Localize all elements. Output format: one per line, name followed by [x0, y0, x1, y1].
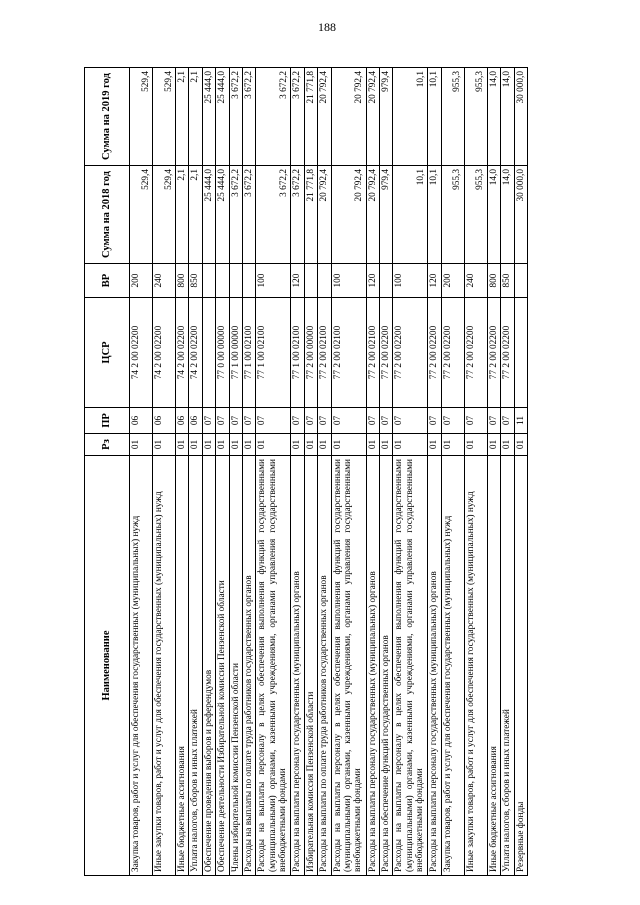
- cell-sum-2019: 14,0: [487, 68, 500, 166]
- cell-sum-2018: 3 672,2: [229, 166, 242, 264]
- cell-rz: 01: [501, 434, 514, 456]
- cell-csr: [202, 298, 215, 408]
- cell-rz: 01: [176, 434, 189, 456]
- cell-rz: 01: [216, 434, 229, 456]
- cell-sum-2018: 20 792,4: [318, 166, 331, 264]
- cell-name: Закупка товаров, работ и услуг для обеспечения государственных (муниципальных) нужд: [130, 456, 153, 876]
- table-row: [291, 68, 304, 876]
- cell-pr: 07: [501, 408, 514, 434]
- cell-sum-2018: 979,4: [380, 166, 393, 264]
- cell-name: Уплата налогов, сборов и иных платежей: [189, 456, 202, 876]
- cell-csr: 77 2 00 02100: [318, 298, 331, 408]
- cell-sum-2019: 20 792,4: [318, 68, 331, 166]
- cell-csr: 77 2 00 02200: [487, 298, 500, 408]
- cell-vr: 100: [393, 264, 428, 298]
- cell-csr: 77 2 00 00000: [304, 298, 317, 408]
- cell-vr: 200: [130, 264, 153, 298]
- cell-name: Закупка товаров, работ и услуг для обеспечения государственных (муниципальных) нужд: [441, 456, 464, 876]
- cell-rz: 01: [428, 434, 441, 456]
- cell-sum-2018: 2,1: [189, 166, 202, 264]
- cell-sum-2018: 3 672,2: [291, 166, 304, 264]
- cell-csr: 77 2 00 02100: [366, 298, 379, 408]
- header-pr: ПР: [85, 408, 130, 434]
- cell-csr: 77 2 00 02100: [331, 298, 366, 408]
- rotated-table-wrapper: [84, 68, 608, 876]
- cell-pr: 07: [291, 408, 304, 434]
- cell-rz: 01: [366, 434, 379, 456]
- cell-sum-2018: 2,1: [176, 166, 189, 264]
- cell-sum-2019: 2,1: [189, 68, 202, 166]
- cell-sum-2018: 529,4: [130, 166, 153, 264]
- cell-rz: 01: [441, 434, 464, 456]
- cell-vr: 120: [291, 264, 304, 298]
- cell-sum-2019: 2,1: [176, 68, 189, 166]
- cell-sum-2018: 20 792,4: [331, 166, 366, 264]
- cell-vr: 240: [464, 264, 487, 298]
- cell-pr: 07: [256, 408, 291, 434]
- table-row: [441, 68, 464, 876]
- cell-pr: 06: [153, 408, 176, 434]
- cell-rz: 01: [189, 434, 202, 456]
- cell-sum-2019: 529,4: [153, 68, 176, 166]
- cell-rz: 01: [464, 434, 487, 456]
- cell-sum-2018: 14,0: [487, 166, 500, 264]
- cell-sum-2019: 30 000,0: [514, 68, 527, 166]
- cell-rz: 01: [331, 434, 366, 456]
- cell-sum-2019: 3 672,2: [256, 68, 291, 166]
- cell-rz: 01: [153, 434, 176, 456]
- table-row: [202, 68, 215, 876]
- cell-csr: 74 2 00 02200: [189, 298, 202, 408]
- cell-sum-2019: 3 672,2: [243, 68, 256, 166]
- cell-rz: 01: [487, 434, 500, 456]
- cell-name: Расходы на выплаты по оплате труда работников государственных органов: [243, 456, 256, 876]
- cell-pr: 07: [464, 408, 487, 434]
- cell-sum-2019: 3 672,2: [291, 68, 304, 166]
- cell-pr: 07: [202, 408, 215, 434]
- cell-sum-2019: 529,4: [130, 68, 153, 166]
- cell-name: Расходы на обеспечение функций государственных органов: [380, 456, 393, 876]
- header-sum-2018: Сумма на 2018 год: [85, 166, 130, 264]
- cell-pr: 07: [393, 408, 428, 434]
- cell-vr: [202, 264, 215, 298]
- table-row: [243, 68, 256, 876]
- cell-pr: 07: [243, 408, 256, 434]
- cell-name: Обеспечение проведения выборов и референдумов: [202, 456, 215, 876]
- cell-sum-2019: 25 444,0: [216, 68, 229, 166]
- cell-sum-2018: 21 771,8: [304, 166, 317, 264]
- cell-pr: 07: [366, 408, 379, 434]
- cell-rz: 01: [243, 434, 256, 456]
- cell-sum-2018: 955,3: [441, 166, 464, 264]
- table-row: [366, 68, 379, 876]
- cell-rz: 01: [256, 434, 291, 456]
- cell-sum-2018: 25 444,0: [202, 166, 215, 264]
- cell-name: Избирательная комиссия Пензенской области: [304, 456, 317, 876]
- cell-vr: 850: [189, 264, 202, 298]
- cell-sum-2018: 20 792,4: [366, 166, 379, 264]
- cell-sum-2019: 955,3: [441, 68, 464, 166]
- cell-pr: 07: [380, 408, 393, 434]
- table-row: [304, 68, 317, 876]
- cell-name: Обеспечение деятельности Избирательной комиссии Пензенской области: [216, 456, 229, 876]
- cell-name: Расходы на выплаты персоналу в целях обеспечения выполнения функций государственными (муниципальными) органами, казенными учреждениями, органами управления государственными внебюджетными фондами: [256, 456, 291, 876]
- cell-pr: 07: [487, 408, 500, 434]
- cell-sum-2019: 20 792,4: [366, 68, 379, 166]
- cell-name: Расходы на выплаты персоналу в целях обеспечения выполнения функций государственными (муниципальными) органами, казенными учреждениями, органами управления государственными внебюджетными фондами: [393, 456, 428, 876]
- cell-name: Иные закупки товаров, работ и услуг для обеспечения государственных (муниципальных) нужд: [153, 456, 176, 876]
- cell-pr: 07: [441, 408, 464, 434]
- cell-vr: 200: [441, 264, 464, 298]
- cell-pr: 07: [318, 408, 331, 434]
- cell-sum-2018: 3 672,2: [243, 166, 256, 264]
- cell-sum-2018: 10,1: [428, 166, 441, 264]
- cell-name: Иные бюджетные ассигнования: [176, 456, 189, 876]
- cell-csr: 77 2 00 02200: [441, 298, 464, 408]
- cell-csr: 77 2 00 02200: [393, 298, 428, 408]
- table-row: [464, 68, 487, 876]
- cell-rz: 01: [291, 434, 304, 456]
- cell-pr: 07: [216, 408, 229, 434]
- table-row: [229, 68, 242, 876]
- cell-name: Расходы на выплаты персоналу государственных (муниципальных) органов: [428, 456, 441, 876]
- cell-csr: 77 2 00 02200: [464, 298, 487, 408]
- cell-rz: 01: [514, 434, 527, 456]
- cell-vr: 850: [501, 264, 514, 298]
- cell-rz: 01: [318, 434, 331, 456]
- cell-vr: 100: [256, 264, 291, 298]
- table-row: [331, 68, 366, 876]
- cell-csr: [514, 298, 527, 408]
- cell-name: Расходы на выплаты персоналу государственных (муниципальных) органов: [291, 456, 304, 876]
- cell-pr: 06: [130, 408, 153, 434]
- cell-vr: [318, 264, 331, 298]
- table-row: [153, 68, 176, 876]
- cell-name: Уплата налогов, сборов и иных платежей: [501, 456, 514, 876]
- table-row: [256, 68, 291, 876]
- table-row: [189, 68, 202, 876]
- cell-name: Расходы на выплаты персоналу государственных (муниципальных) органов: [366, 456, 379, 876]
- cell-sum-2019: 3 672,2: [229, 68, 242, 166]
- cell-name: Расходы на выплаты персоналу в целях обеспечения выполнения функций государственными (муниципальными) органами, казенными учреждениями, органами управления государственными внебюджетными фондами: [331, 456, 366, 876]
- cell-sum-2019: 979,4: [380, 68, 393, 166]
- cell-csr: 77 1 00 00000: [229, 298, 242, 408]
- cell-pr: 07: [331, 408, 366, 434]
- cell-csr: 77 2 00 02200: [428, 298, 441, 408]
- table-row: [130, 68, 153, 876]
- table-row: [428, 68, 441, 876]
- cell-sum-2019: 10,1: [428, 68, 441, 166]
- cell-rz: 01: [393, 434, 428, 456]
- cell-sum-2018: 30 000,0: [514, 166, 527, 264]
- cell-sum-2018: 955,3: [464, 166, 487, 264]
- table-row: [216, 68, 229, 876]
- cell-vr: [514, 264, 527, 298]
- cell-name: Члены избирательной комиссии Пензенской области: [229, 456, 242, 876]
- cell-csr: 77 2 00 02200: [380, 298, 393, 408]
- cell-name: Иные бюджетные ассигнования: [487, 456, 500, 876]
- cell-pr: 11: [514, 408, 527, 434]
- table-row: [514, 68, 527, 876]
- table-row: [176, 68, 189, 876]
- cell-vr: [304, 264, 317, 298]
- cell-sum-2018: 3 672,2: [256, 166, 291, 264]
- cell-vr: 120: [366, 264, 379, 298]
- cell-sum-2018: 10,1: [393, 166, 428, 264]
- cell-vr: 800: [487, 264, 500, 298]
- cell-rz: 01: [304, 434, 317, 456]
- cell-csr: 74 2 00 02200: [153, 298, 176, 408]
- cell-name: Резервные фонды: [514, 456, 527, 876]
- cell-rz: 01: [229, 434, 242, 456]
- cell-vr: 240: [153, 264, 176, 298]
- cell-vr: 120: [428, 264, 441, 298]
- cell-sum-2019: 21 771,8: [304, 68, 317, 166]
- cell-csr: 74 2 00 02200: [176, 298, 189, 408]
- cell-pr: 06: [176, 408, 189, 434]
- header-sum-2019: Сумма на 2019 год: [85, 68, 130, 166]
- cell-vr: 800: [176, 264, 189, 298]
- cell-sum-2019: 955,3: [464, 68, 487, 166]
- header-name: Наименование: [85, 456, 130, 876]
- cell-csr: 77 1 00 02100: [243, 298, 256, 408]
- cell-sum-2019: 10,1: [393, 68, 428, 166]
- cell-csr: 77 1 00 02100: [291, 298, 304, 408]
- table-row: [393, 68, 428, 876]
- cell-rz: 01: [202, 434, 215, 456]
- cell-pr: 07: [229, 408, 242, 434]
- cell-sum-2018: 529,4: [153, 166, 176, 264]
- cell-rz: 01: [380, 434, 393, 456]
- table-row: [487, 68, 500, 876]
- cell-vr: [216, 264, 229, 298]
- table-header: [85, 68, 130, 876]
- cell-csr: 74 2 00 02200: [130, 298, 153, 408]
- table-row: [501, 68, 514, 876]
- cell-vr: [243, 264, 256, 298]
- cell-sum-2018: 25 444,0: [216, 166, 229, 264]
- page-number: 188: [318, 20, 336, 34]
- cell-pr: 06: [189, 408, 202, 434]
- cell-vr: [380, 264, 393, 298]
- header-csr: ЦСР: [85, 298, 130, 408]
- cell-name: Расходы на выплаты по оплате труда работников государственных органов: [318, 456, 331, 876]
- cell-csr: 77 1 00 02100: [256, 298, 291, 408]
- cell-vr: [229, 264, 242, 298]
- cell-sum-2019: 20 792,4: [331, 68, 366, 166]
- budget-table: [84, 67, 528, 876]
- table-row: [380, 68, 393, 876]
- header-rz: Рз: [85, 434, 130, 456]
- cell-vr: 100: [331, 264, 366, 298]
- table-row: [318, 68, 331, 876]
- header-vr: ВР: [85, 264, 130, 298]
- cell-sum-2019: 25 444,0: [202, 68, 215, 166]
- cell-rz: 01: [130, 434, 153, 456]
- cell-pr: 07: [304, 408, 317, 434]
- cell-sum-2018: 14,0: [501, 166, 514, 264]
- table-body: [130, 68, 528, 876]
- cell-csr: 77 0 00 00000: [216, 298, 229, 408]
- cell-csr: 77 2 00 02200: [501, 298, 514, 408]
- cell-sum-2019: 14,0: [501, 68, 514, 166]
- cell-name: Иные закупки товаров, работ и услуг для обеспечения государственных (муниципальных) нужд: [464, 456, 487, 876]
- cell-pr: 07: [428, 408, 441, 434]
